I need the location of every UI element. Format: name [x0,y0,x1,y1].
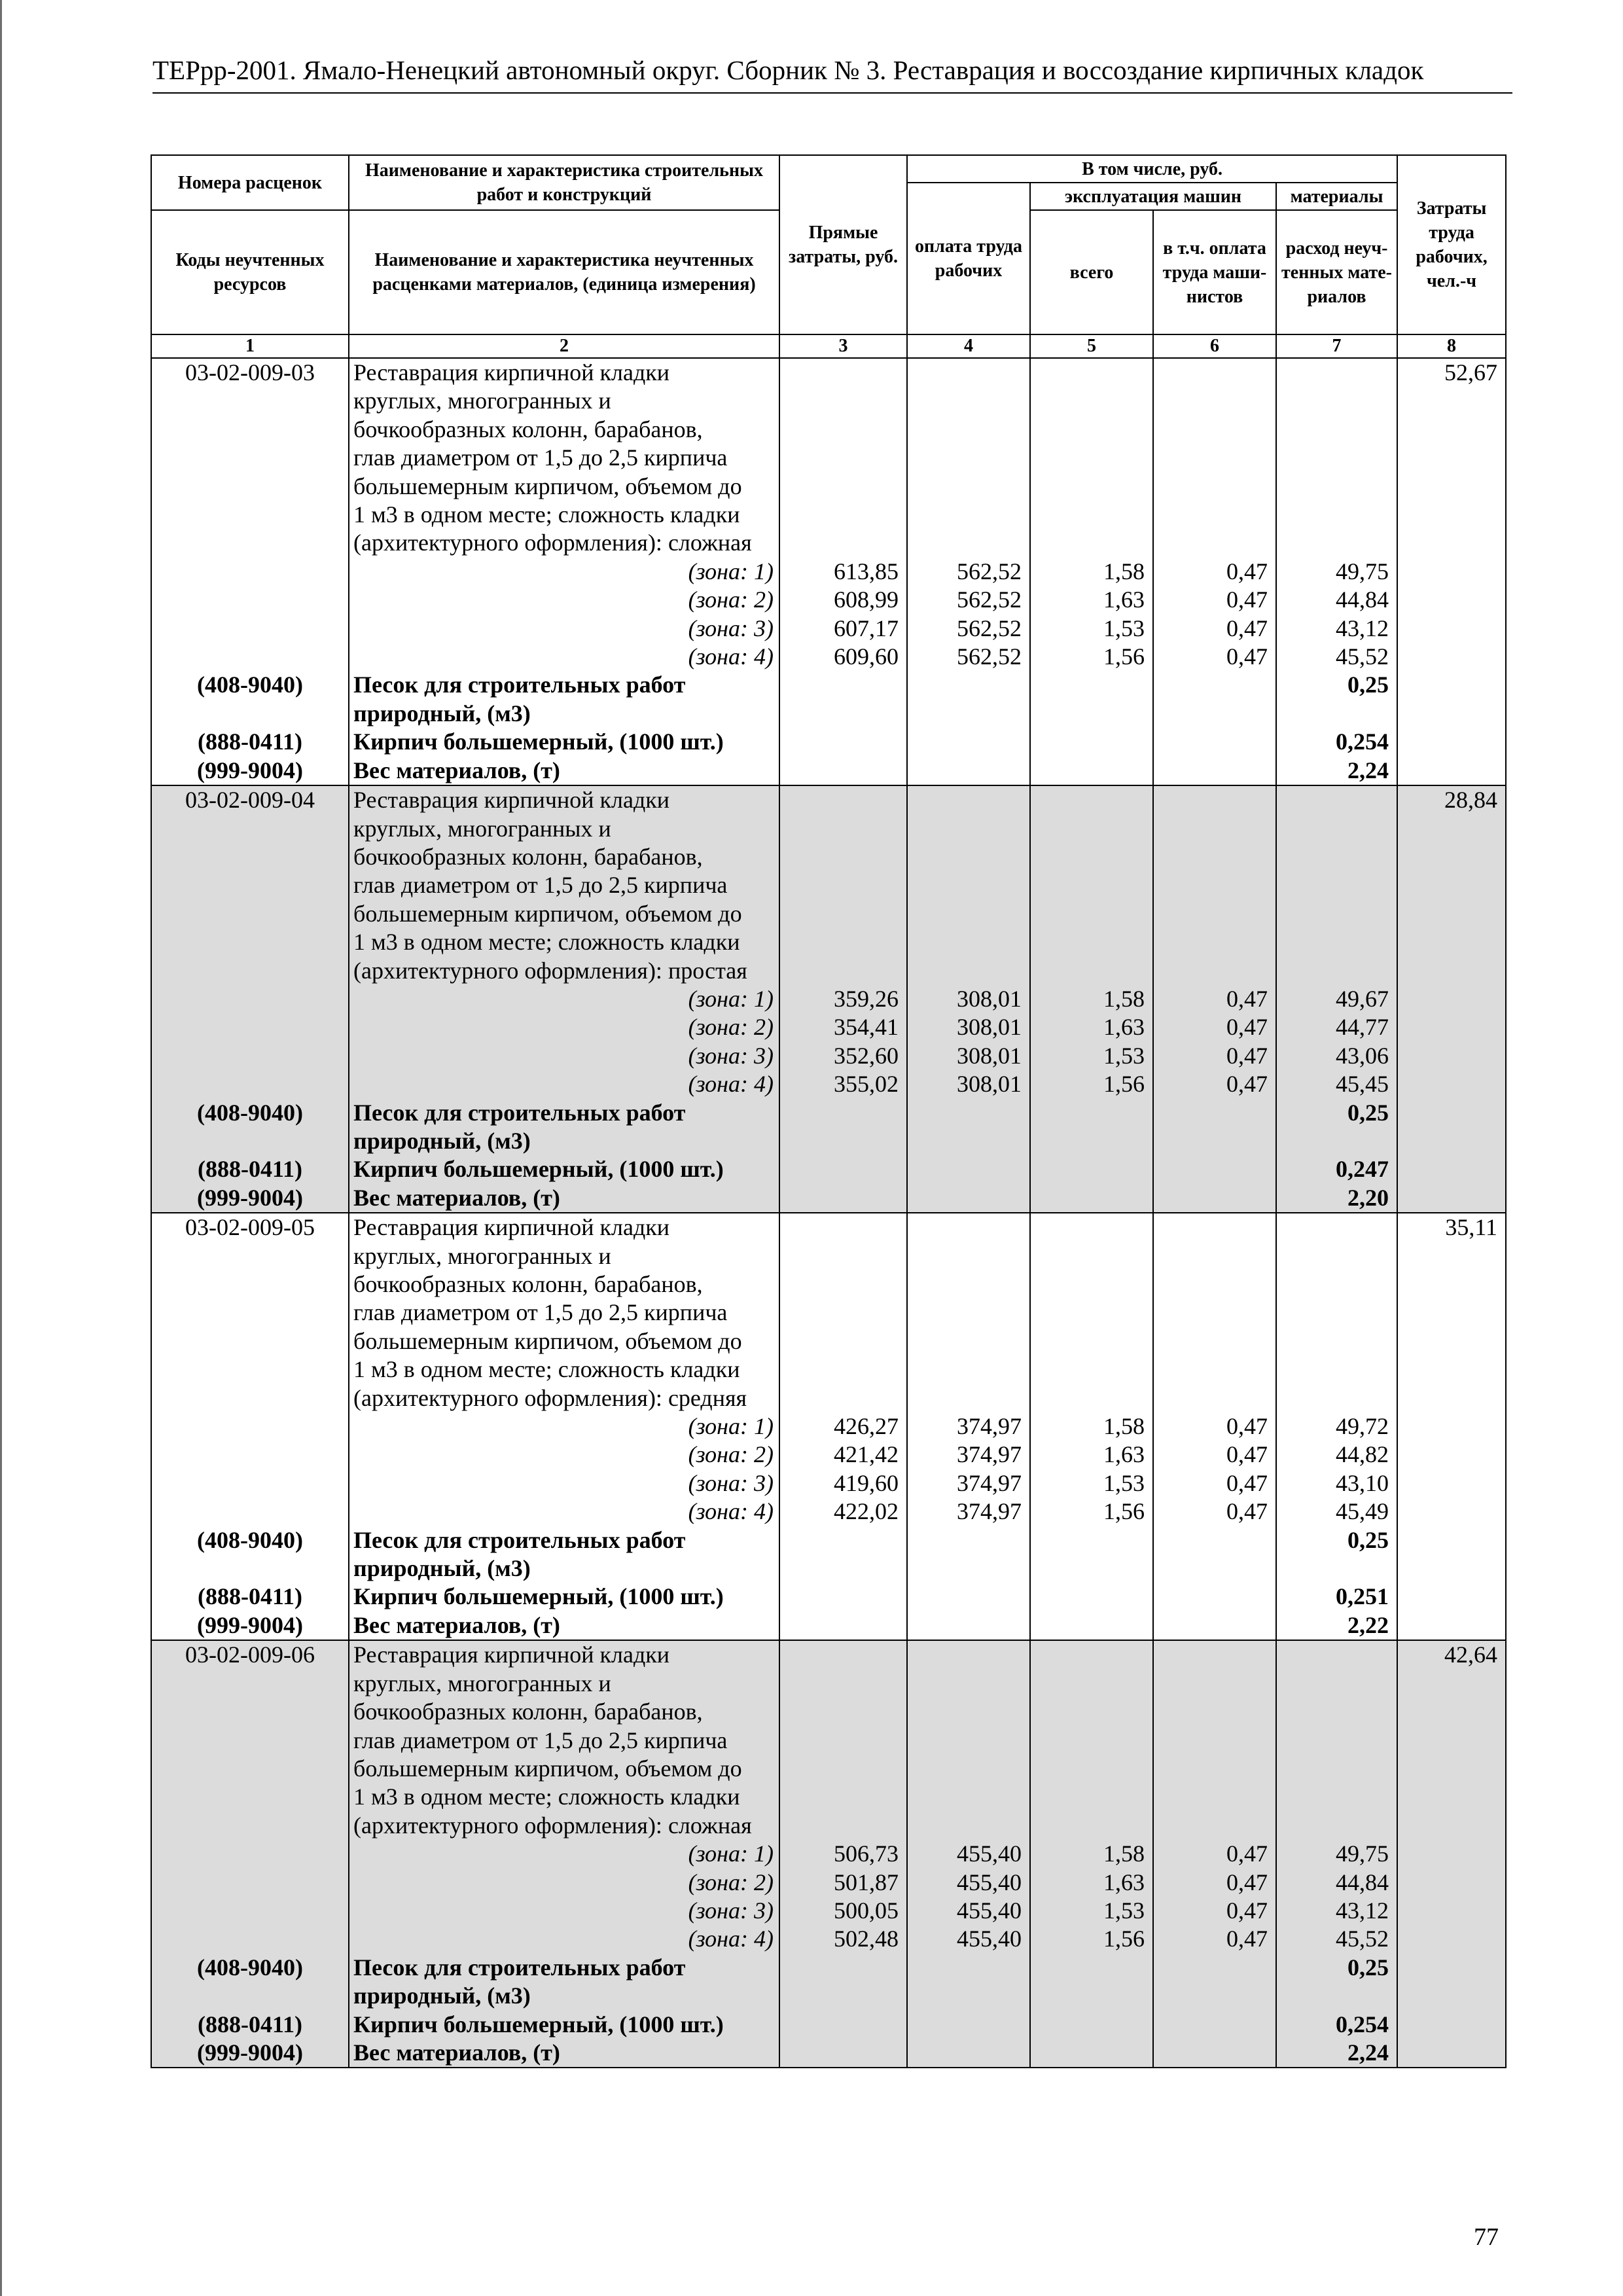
materials-value: 44,77 [1336,1014,1389,1041]
entry-description-cell [349,1640,779,2068]
column-number: 1 [151,334,349,358]
machines-total-value: 1,58 [1103,985,1145,1012]
machinist-pay-value: 0,47 [1226,643,1268,670]
worker-pay-cell [907,358,1030,785]
header-machine-operation: эксплуатация машин [1030,183,1276,210]
worker-pay-value: 562,52 [957,558,1022,584]
description-line: (архитектурного оформления): сложная [353,529,752,556]
machines-total-value: 1,58 [1103,558,1145,584]
machines-total-value: 1,53 [1103,615,1145,641]
description-line: большемерным кирпичом, объемом до [353,1327,742,1354]
labor-costs-cell [1397,1213,1506,1640]
zone-label: (зона: 3) [688,1042,774,1069]
machines-total-value: 1,56 [1103,643,1145,670]
resource-name: Вес материалов, (т) [353,1184,560,1211]
resource-name: Вес материалов, (т) [353,1611,560,1638]
direct-cost-value: 359,26 [834,985,899,1012]
header-work-name: Наименование и характеристика строительных работ и конструкций [349,155,779,210]
zone-label: (зона: 2) [688,1869,774,1895]
materials-value: 45,49 [1336,1498,1389,1525]
worker-pay-value: 455,40 [957,1897,1022,1924]
direct-cost-value: 355,02 [834,1071,899,1098]
machinist-pay-value: 0,47 [1226,1042,1268,1069]
resource-name: Кирпич большемерный, (1000 шт.) [353,1156,724,1183]
header-materials: материалы [1276,183,1397,210]
worker-pay-value: 308,01 [957,1071,1022,1098]
worker-pay-cell [907,1213,1030,1640]
machines-total-cell [1030,358,1153,785]
labor-costs-cell [1397,785,1506,1213]
direct-costs-cell [779,785,907,1213]
materials-value: 45,52 [1336,643,1389,670]
resource-consumption: 2,24 [1347,757,1389,783]
worker-pay-cell [907,1640,1030,2068]
rates-table [151,154,1507,2068]
machines-total-value: 1,53 [1103,1469,1145,1496]
materials-value: 44,84 [1336,586,1389,613]
worker-pay-value: 308,01 [957,1014,1022,1041]
materials-value: 49,67 [1336,985,1389,1012]
materials-value: 45,52 [1336,1926,1389,1952]
machinist-pay-value: 0,47 [1226,1469,1268,1496]
resource-consumption: 0,25 [1347,1099,1389,1126]
resource-consumption: 2,22 [1347,1611,1389,1638]
rate-entry [151,785,1506,1213]
description-line: круглых, многогранных и [353,1242,611,1269]
entry-codes-cell [151,358,349,785]
worker-pay-value: 562,52 [957,643,1022,670]
entry-description-cell [349,785,779,1213]
worker-pay-value: 562,52 [957,586,1022,613]
direct-costs-cell [779,1213,907,1640]
resource-name: Песок для строительных работ [353,1099,686,1126]
machinist-pay-value: 0,47 [1226,1014,1268,1041]
direct-cost-value: 609,60 [834,643,899,670]
entry-codes-cell [151,785,349,1213]
resource-consumption: 0,25 [1347,1526,1389,1553]
rate-code: 03-02-009-05 [185,1214,315,1241]
description-line: большемерным кирпичом, объемом до [353,473,742,499]
description-line: бочкообразных колонн, барабанов, [353,843,703,870]
machinist-pay-value: 0,47 [1226,1869,1268,1895]
labor-value: 42,64 [1444,1641,1498,1668]
header-machines-total: всего [1030,210,1153,334]
worker-pay-value: 308,01 [957,985,1022,1012]
resource-consumption: 0,25 [1347,1954,1389,1981]
direct-cost-value: 613,85 [834,558,899,584]
zone-label: (зона: 3) [688,1469,774,1496]
resource-name: Песок для строительных работ [353,672,686,698]
column-number: 7 [1276,334,1397,358]
machinist-pay-cell [1153,358,1276,785]
direct-cost-value: 501,87 [834,1869,899,1895]
worker-pay-cell [907,785,1030,1213]
column-number: 8 [1397,334,1506,358]
worker-pay-value: 455,40 [957,1926,1022,1952]
column-number: 3 [779,334,907,358]
description-line: глав диаметром от 1,5 до 2,5 кирпича [353,872,728,899]
zone-label: (зона: 2) [688,1441,774,1468]
header-resource-codes: Коды неучтенных ресурсов [151,210,349,334]
materials-cell [1276,1640,1397,2068]
materials-value: 44,82 [1336,1441,1389,1468]
running-header: ТЕРрр-2001. Ямало-Ненецкий автономный округ. Сборник № 3. Реставрация и воссоздание кирпичных кладок [152,55,1424,85]
direct-cost-value: 502,48 [834,1926,899,1952]
direct-costs-cell [779,358,907,785]
resource-name: Песок для строительных работ [353,1954,686,1981]
worker-pay-value: 374,97 [957,1441,1022,1468]
column-number: 4 [907,334,1030,358]
resource-code: (888-0411) [198,1156,302,1183]
machines-total-value: 1,63 [1103,1441,1145,1468]
resource-consumption: 0,247 [1336,1156,1389,1183]
materials-value: 43,12 [1336,1897,1389,1924]
machinist-pay-cell [1153,1213,1276,1640]
header-including: В том числе, руб. [907,155,1397,183]
direct-cost-value: 506,73 [834,1840,899,1867]
resource-name: Песок для строительных работ [353,1526,686,1553]
direct-cost-value: 608,99 [834,586,899,613]
resource-consumption: 0,251 [1336,1583,1389,1610]
resource-name: Вес материалов, (т) [353,757,560,783]
description-line: глав диаметром от 1,5 до 2,5 кирпича [353,1299,728,1326]
description-line: круглых, многогранных и [353,815,611,842]
machines-total-cell [1030,1213,1153,1640]
worker-pay-value: 374,97 [957,1413,1022,1440]
materials-cell [1276,785,1397,1213]
header-material-names: Наименование и характеристика неучтенных расценками материалов, (единица измерения) [349,210,779,334]
zone-label: (зона: 1) [688,1840,774,1867]
machines-total-value: 1,58 [1103,1840,1145,1867]
resource-code: (888-0411) [198,728,302,755]
machines-total-value: 1,53 [1103,1897,1145,1924]
resource-name: природный, (м3) [353,1127,531,1154]
labor-value: 35,11 [1445,1214,1498,1241]
materials-cell [1276,1213,1397,1640]
description-line: бочкообразных колонн, барабанов, [353,1698,703,1725]
description-line: большемерным кирпичом, объемом до [353,900,742,927]
description-line: круглых, многогранных и [353,1670,611,1696]
machines-total-value: 1,56 [1103,1498,1145,1525]
header-labor-costs: Затраты труда рабочих, чел.-ч [1397,155,1506,334]
description-line: Реставрация кирпичной кладки [353,1641,670,1668]
zone-label: (зона: 4) [688,1071,774,1098]
zone-label: (зона: 3) [688,615,774,641]
entry-codes-cell [151,1213,349,1640]
labor-costs-cell [1397,1640,1506,2068]
table-body [151,358,1506,2068]
rate-code: 03-02-009-06 [185,1641,315,1668]
materials-value: 43,06 [1336,1042,1389,1069]
resource-code: (408-9040) [197,672,303,698]
machinist-pay-cell [1153,1640,1276,2068]
materials-cell [1276,358,1397,785]
entry-description-cell [349,1213,779,1640]
materials-value: 43,12 [1336,615,1389,641]
header-divider [152,92,1512,94]
direct-costs-cell [779,1640,907,2068]
resource-code: (888-0411) [198,1583,302,1610]
resource-name: природный, (м3) [353,1555,531,1582]
worker-pay-value: 455,40 [957,1840,1022,1867]
direct-cost-value: 500,05 [834,1897,899,1924]
page-edge-rule [0,0,2,2296]
resource-name: Кирпич большемерный, (1000 шт.) [353,2011,724,2037]
rate-code: 03-02-009-03 [185,359,315,386]
resource-code: (999-9004) [197,757,303,783]
labor-value: 52,67 [1444,359,1498,386]
column-number: 6 [1153,334,1276,358]
machines-total-value: 1,58 [1103,1413,1145,1440]
worker-pay-value: 374,97 [957,1498,1022,1525]
description-line: 1 м3 в одном месте; сложность кладки [353,929,740,956]
resource-name: Кирпич большемерный, (1000 шт.) [353,728,724,755]
column-number: 5 [1030,334,1153,358]
resource-name: Вес материалов, (т) [353,2039,560,2066]
zone-label: (зона: 4) [688,643,774,670]
rate-entry [151,358,1506,785]
machinist-pay-value: 0,47 [1226,985,1268,1012]
direct-cost-value: 426,27 [834,1413,899,1440]
materials-value: 44,84 [1336,1869,1389,1895]
zone-label: (зона: 1) [688,985,774,1012]
zone-label: (зона: 4) [688,1498,774,1525]
zone-label: (зона: 1) [688,558,774,584]
resource-consumption: 0,254 [1336,2011,1389,2037]
machinist-pay-value: 0,47 [1226,586,1268,613]
resource-code: (999-9004) [197,2039,303,2066]
materials-value: 49,72 [1336,1413,1389,1440]
machines-total-value: 1,63 [1103,586,1145,613]
materials-value: 49,75 [1336,558,1389,584]
machines-total-cell [1030,1640,1153,2068]
machines-total-value: 1,63 [1103,1869,1145,1895]
zone-label: (зона: 2) [688,586,774,613]
header-material-consumption: расход неуч- тенных мате- риалов [1276,210,1397,334]
description-line: Реставрация кирпичной кладки [353,359,670,386]
machines-total-value: 1,53 [1103,1042,1145,1069]
column-number: 2 [349,334,779,358]
entry-description-cell [349,358,779,785]
page-number: 77 [1474,2223,1499,2251]
machines-total-cell [1030,785,1153,1213]
description-line: (архитектурного оформления): сложная [353,1812,752,1839]
rate-entry [151,1213,1506,1640]
table-header [151,155,1506,358]
description-line: 1 м3 в одном месте; сложность кладки [353,1784,740,1810]
direct-cost-value: 422,02 [834,1498,899,1525]
resource-name: Кирпич большемерный, (1000 шт.) [353,1583,724,1610]
materials-value: 45,45 [1336,1071,1389,1098]
worker-pay-value: 455,40 [957,1869,1022,1895]
description-line: бочкообразных колонн, барабанов, [353,416,703,442]
direct-cost-value: 607,17 [834,615,899,641]
machinist-pay-value: 0,47 [1226,615,1268,641]
machinist-pay-value: 0,47 [1226,558,1268,584]
zone-label: (зона: 1) [688,1413,774,1440]
direct-cost-value: 352,60 [834,1042,899,1069]
machinist-pay-value: 0,47 [1226,1897,1268,1924]
direct-cost-value: 354,41 [834,1014,899,1041]
description-line: глав диаметром от 1,5 до 2,5 кирпича [353,1727,728,1753]
description-line: большемерным кирпичом, объемом до [353,1755,742,1782]
description-line: Реставрация кирпичной кладки [353,787,670,814]
resource-consumption: 2,24 [1347,2039,1389,2066]
resource-name: природный, (м3) [353,1982,531,2009]
entry-codes-cell [151,1640,349,2068]
resource-code: (999-9004) [197,1184,303,1211]
description-line: (архитектурного оформления): средняя [353,1384,747,1411]
machinist-pay-value: 0,47 [1226,1926,1268,1952]
rate-code: 03-02-009-04 [185,787,315,814]
machines-total-value: 1,56 [1103,1071,1145,1098]
header-worker-pay: оплата труда рабочих [907,183,1030,334]
labor-costs-cell [1397,358,1506,785]
rate-entry [151,1640,1506,2068]
header-machinist-pay: в т.ч. оплата труда маши- нистов [1153,210,1276,334]
zone-label: (зона: 3) [688,1897,774,1924]
resource-code: (408-9040) [197,1954,303,1981]
description-line: 1 м3 в одном месте; сложность кладки [353,501,740,528]
header-direct-costs: Прямые затраты, руб. [779,155,907,334]
resource-code: (999-9004) [197,1611,303,1638]
direct-cost-value: 421,42 [834,1441,899,1468]
description-line: круглых, многогранных и [353,387,611,414]
machinist-pay-value: 0,47 [1226,1441,1268,1468]
labor-value: 28,84 [1444,787,1498,814]
zone-label: (зона: 4) [688,1926,774,1952]
direct-cost-value: 419,60 [834,1469,899,1496]
worker-pay-value: 308,01 [957,1042,1022,1069]
resource-consumption: 0,25 [1347,672,1389,698]
worker-pay-value: 374,97 [957,1469,1022,1496]
resource-code: (408-9040) [197,1099,303,1126]
resource-consumption: 0,254 [1336,728,1389,755]
description-line: (архитектурного оформления): простая [353,957,747,984]
resource-code: (408-9040) [197,1526,303,1553]
resource-code: (888-0411) [198,2011,302,2037]
description-line: бочкообразных колонн, барабанов, [353,1271,703,1297]
machinist-pay-value: 0,47 [1226,1413,1268,1440]
zone-label: (зона: 2) [688,1014,774,1041]
machines-total-value: 1,56 [1103,1926,1145,1952]
machinist-pay-cell [1153,785,1276,1213]
worker-pay-value: 562,52 [957,615,1022,641]
materials-value: 43,10 [1336,1469,1389,1496]
description-line: глав диаметром от 1,5 до 2,5 кирпича [353,444,728,471]
machinist-pay-value: 0,47 [1226,1498,1268,1525]
machines-total-value: 1,63 [1103,1014,1145,1041]
resource-consumption: 2,20 [1347,1184,1389,1211]
description-line: 1 м3 в одном месте; сложность кладки [353,1356,740,1383]
resource-name: природный, (м3) [353,700,531,726]
column-numbers-row [151,334,1506,358]
header-rate-numbers: Номера расценок [151,155,349,210]
machinist-pay-value: 0,47 [1226,1071,1268,1098]
machinist-pay-value: 0,47 [1226,1840,1268,1867]
description-line: Реставрация кирпичной кладки [353,1214,670,1241]
materials-value: 49,75 [1336,1840,1389,1867]
